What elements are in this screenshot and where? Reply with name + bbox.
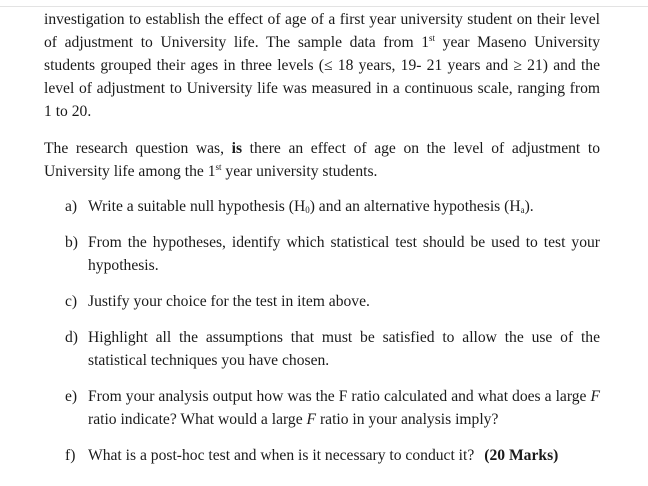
question-label: a) bbox=[65, 198, 78, 215]
marks-label: (20 Marks) bbox=[484, 447, 559, 464]
rq-text-part3: year university students. bbox=[221, 163, 378, 180]
question-label: f) bbox=[65, 447, 76, 464]
rq-text-part2: there an effect of age on the level of adjustment to University life among the 1 bbox=[44, 140, 601, 180]
question-b bbox=[44, 231, 600, 277]
question-d bbox=[44, 326, 600, 372]
question-text: Highlight all the assumptions that must be satisfied to allow the use of the statistical techniques you have chosen. bbox=[88, 329, 600, 369]
f-symbol: F bbox=[590, 388, 600, 405]
question-c bbox=[44, 290, 600, 313]
rq-text-part1: The research question was, bbox=[44, 140, 232, 157]
ordinal-superscript: st bbox=[215, 162, 222, 172]
rq-bold-word: is bbox=[231, 140, 243, 157]
ordinal-superscript: st bbox=[429, 33, 436, 43]
question-list bbox=[44, 195, 600, 467]
question-text: ). bbox=[524, 198, 534, 215]
question-a bbox=[44, 195, 600, 218]
research-question-paragraph bbox=[44, 137, 600, 183]
subscript-alt: a bbox=[520, 205, 525, 215]
question-text: ratio in your analysis imply? bbox=[316, 411, 499, 428]
question-label: b) bbox=[65, 234, 78, 251]
subscript-null: 0 bbox=[305, 205, 310, 215]
question-text: Write a suitable null hypothesis (H bbox=[88, 198, 306, 215]
question-text: From the hypotheses, identify which statistical test should be used to test your hypothesis. bbox=[88, 234, 600, 274]
intro-text-part2: year Maseno University students grouped their ages in three levels (≤ 18 years, 19- 21 years and ≥ 21) and the level of adjustment to University life was measured in a continuous scale, ranging from 1 to 20. bbox=[44, 34, 600, 120]
question-text: From your analysis output how was the F ratio calculated and what does a large bbox=[88, 388, 591, 405]
question-f bbox=[44, 444, 600, 467]
intro-text-part1: investigation to establish the effect of age of a first year university student on their level of adjustment to University life. The sample data from 1 bbox=[44, 11, 600, 51]
document-page bbox=[44, 8, 600, 480]
question-text: Justify your choice for the test in item above. bbox=[88, 293, 370, 310]
question-label: d) bbox=[65, 329, 78, 346]
question-label: c) bbox=[65, 293, 78, 310]
top-divider bbox=[0, 6, 648, 7]
intro-paragraph bbox=[44, 8, 600, 123]
question-text: ) and an alternative hypothesis (H bbox=[309, 198, 521, 215]
question-label: e) bbox=[65, 388, 78, 405]
question-text: ratio indicate? What would a large bbox=[88, 411, 307, 428]
question-text: What is a post-hoc test and when is it necessary to conduct it? bbox=[88, 447, 475, 464]
question-e bbox=[44, 385, 600, 431]
f-symbol: F bbox=[306, 411, 317, 428]
